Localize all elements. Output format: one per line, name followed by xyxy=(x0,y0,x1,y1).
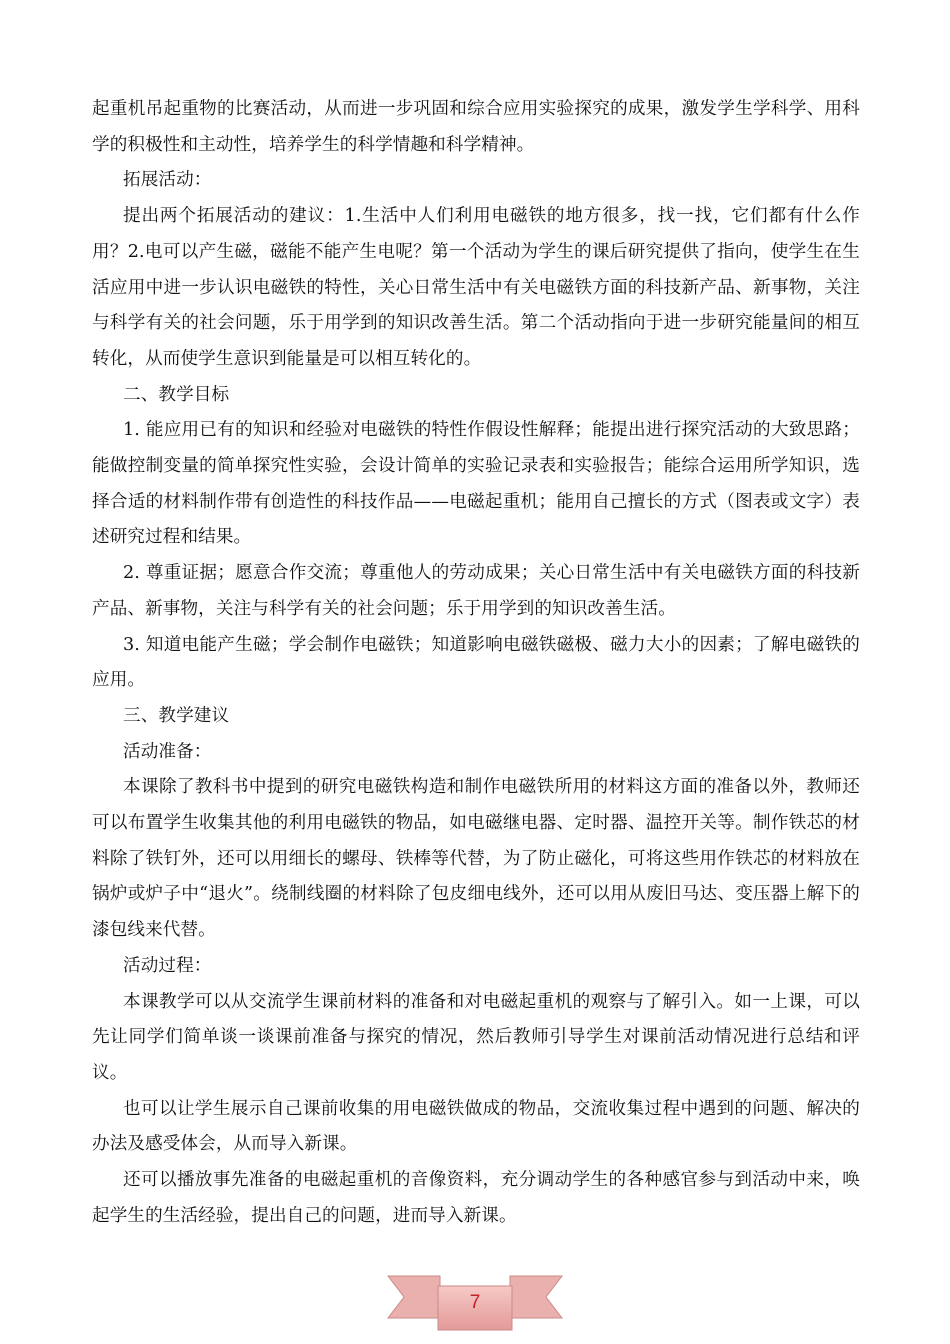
section-heading-teaching-goals: 二、教学目标 xyxy=(123,384,230,405)
goal-item-2: 2. 尊重证据；愿意合作交流；尊重他人的劳动成果；关心日常生活中有关电磁铁方面的科技新产品、新事物，关注与科学有关的社会问题；乐于用学到的知识改善生活。 xyxy=(92,563,860,619)
page-number: 7 xyxy=(469,1292,481,1313)
section-label-activity-process: 活动过程： xyxy=(123,955,212,976)
paragraph: 本课教学可以从交流学生课前材料的准备和对电磁起重机的观察与了解引入。如一上课，可以先让同学们简单谈一谈课前准备与探究的情况，然后教师引导学生对课前活动情况进行总结和评议。 xyxy=(92,991,860,1083)
goal-item-1: 1. 能应用已有的知识和经验对电磁铁的特性作假设性解释；能提出进行探究活动的大致思路；能做控制变量的简单探究性实验，会设计简单的实验记录表和实验报告；能综合运用所学知识，选择合适的材料制作带有创造性的科技作品——电磁起重机；能用自己擅长的方式（图表或文字）表述研究过程和结果。 xyxy=(92,420,860,548)
paragraph: 起重机吊起重物的比赛活动，从而进一步巩固和综合应用实验探究的成果，激发学生学科学、用科学的积极性和主动性，培养学生的科学情趣和科学精神。 xyxy=(92,99,860,155)
paragraph: 本课除了教科书中提到的研究电磁铁构造和制作电磁铁所用的材料这方面的准备以外，教师还可以布置学生收集其他的利用电磁铁的物品，如电磁继电器、定时器、温控开关等。制作铁芯的材料除了铁钉外，还可以用细长的螺母、铁棒等代替，为了防止磁化，可将这些用作铁芯的材料放在锅炉或炉子中“退火”。绕制线圈的材料除了包皮细电线外，还可以用从废旧马达、变压器上解下的漆包线来代替。 xyxy=(92,777,860,941)
section-heading-teaching-suggestions: 三、教学建议 xyxy=(123,705,230,726)
section-label-activity-preparation: 活动准备： xyxy=(123,741,212,762)
goal-item-3: 3. 知道电能产生磁；学会制作电磁铁；知道影响电磁铁磁极、磁力大小的因素；了解电磁铁的应用。 xyxy=(92,634,860,691)
paragraph: 也可以让学生展示自己课前收集的用电磁铁做成的物品，交流收集过程中遇到的问题、解决的办法及感受体会，从而导入新课。 xyxy=(92,1098,860,1155)
section-label-extension-activity: 拓展活动： xyxy=(123,170,212,191)
body-text xyxy=(92,92,860,1235)
page-footer xyxy=(0,1266,950,1344)
paragraph: 还可以播放事先准备的电磁起重机的音像资料，充分调动学生的各种感官参与到活动中来，唤起学生的生活经验，提出自己的问题，进而导入新课。 xyxy=(92,1170,860,1226)
paragraph: 提出两个拓展活动的建议：1.生活中人们利用电磁铁的地方很多，找一找，它们都有什么作用？2.电可以产生磁，磁能不能产生电呢？第一个活动为学生的课后研究提供了指向，使学生在生活应用中进一步认识电磁铁的特性，关心日常生活中有关电磁铁方面的科技新产品、新事物，关注与科学有关的社会问题，乐于用学到的知识改善生活。第二个活动指向于进一步研究能量间的相互转化，从而使学生意识到能量是可以相互转化的。 xyxy=(92,206,860,369)
